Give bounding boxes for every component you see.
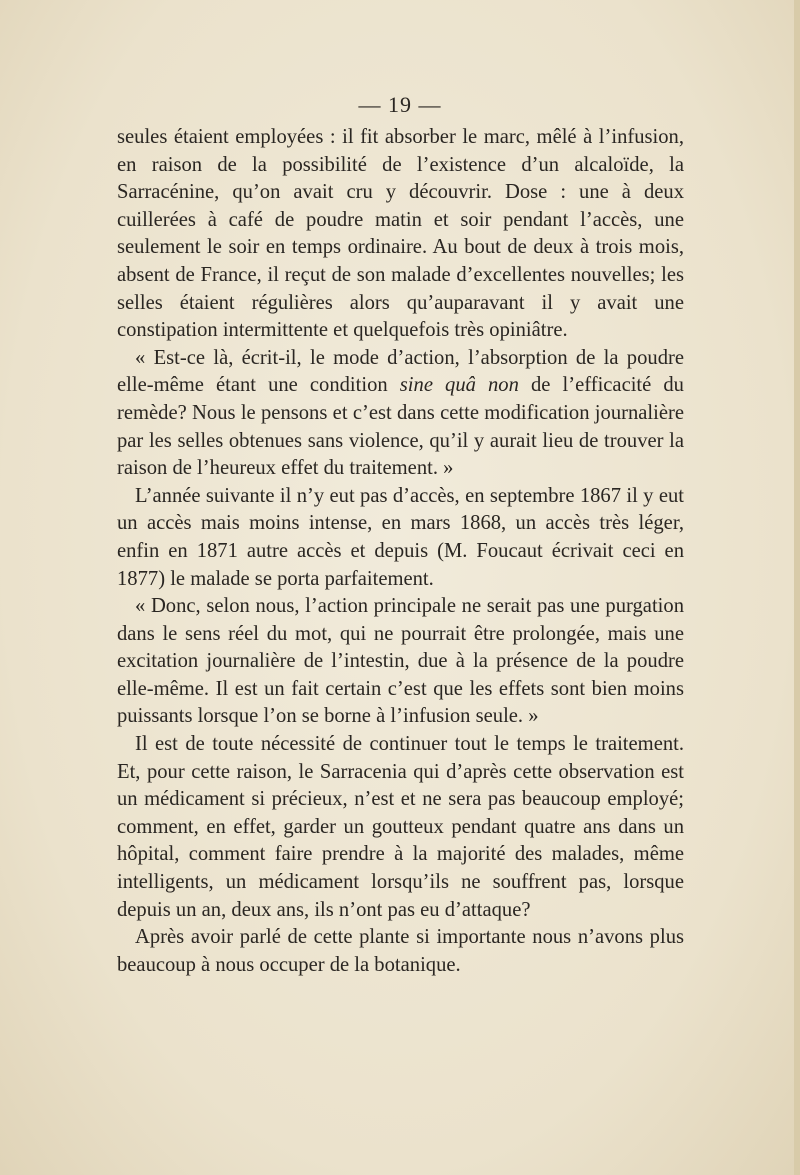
paragraph-5: Il est de toute nécessité de continuer tout le temps le traitement. Et, pour cette raison, le Sarracenia qui d’après cette observation est un médicament si précieux, n’est et ne sera pas beaucoup employé; comment, en effet, garder un goutteux pendant quatre ans dans un hôpital, comment faire prendre à la majorité des malades, même intelligents, un médicament lorsqu’ils ne souffrent pas, lorsque depuis un an, deux ans, ils n’ont pas eu d’attaque? xyxy=(117,733,684,921)
paragraph-1: seules étaient employées : il fit absorber le marc, mêlé à l’infusion, en raison de la possibilité de l’existence d’un alcaloïde, la Sarracénine, qu’on avait cru y découvrir. Dose : une à deux cuillerées à café de poudre matin et soir pendant l’accès, une seulement le soir en temps ordinaire. Au bout de deux à trois mois, absent de France, il reçut de son malade d’excellentes nouvelles; les selles étaient régulières alors qu’auparavant il y avait une constipation intermittente et quelquefois très opiniâtre. xyxy=(117,126,684,342)
paragraph-2 xyxy=(117,345,684,483)
paragraph-3: L’année suivante il n’y eut pas d’accès, en septembre 1867 il y eut un accès mais moins intense, en mars 1868, un accès très léger, enfin en 1871 autre accès et depuis (M. Foucaut écrivait ceci en 1877) le malade se porta parfaitement. xyxy=(117,484,684,590)
paragraph-2-start: « Est-ce là, écrit-il, le mode d’action, l’absorption de la poudre elle-même étant une condition xyxy=(117,346,684,397)
paragraph-2-end: de l’efficacité du remède? Nous le pensons et c’est dans cette modification journalière par les selles obtenues sans violence, qu’il y aurait lieu de trouver la raison de l’heureux effet du traitement. » xyxy=(117,374,684,480)
latin-phrase: sine quâ non xyxy=(399,374,519,397)
body-text xyxy=(117,124,684,979)
page-number: — 19 — xyxy=(358,92,442,117)
paragraph-6: Après avoir parlé de cette plante si importante nous n’avons plus beaucoup à nous occuper de la botanique. xyxy=(117,926,684,976)
paragraph-4: « Donc, selon nous, l’action principale ne serait pas une purgation dans le sens réel du mot, qui ne pourrait être prolongée, mais une excitation journalière de l’intestin, due à la présence de la poudre elle-même. Il est un fait certain c’est que les effets sont bien moins puissants lorsque l’on se borne à l’infusion seule. » xyxy=(117,595,684,728)
